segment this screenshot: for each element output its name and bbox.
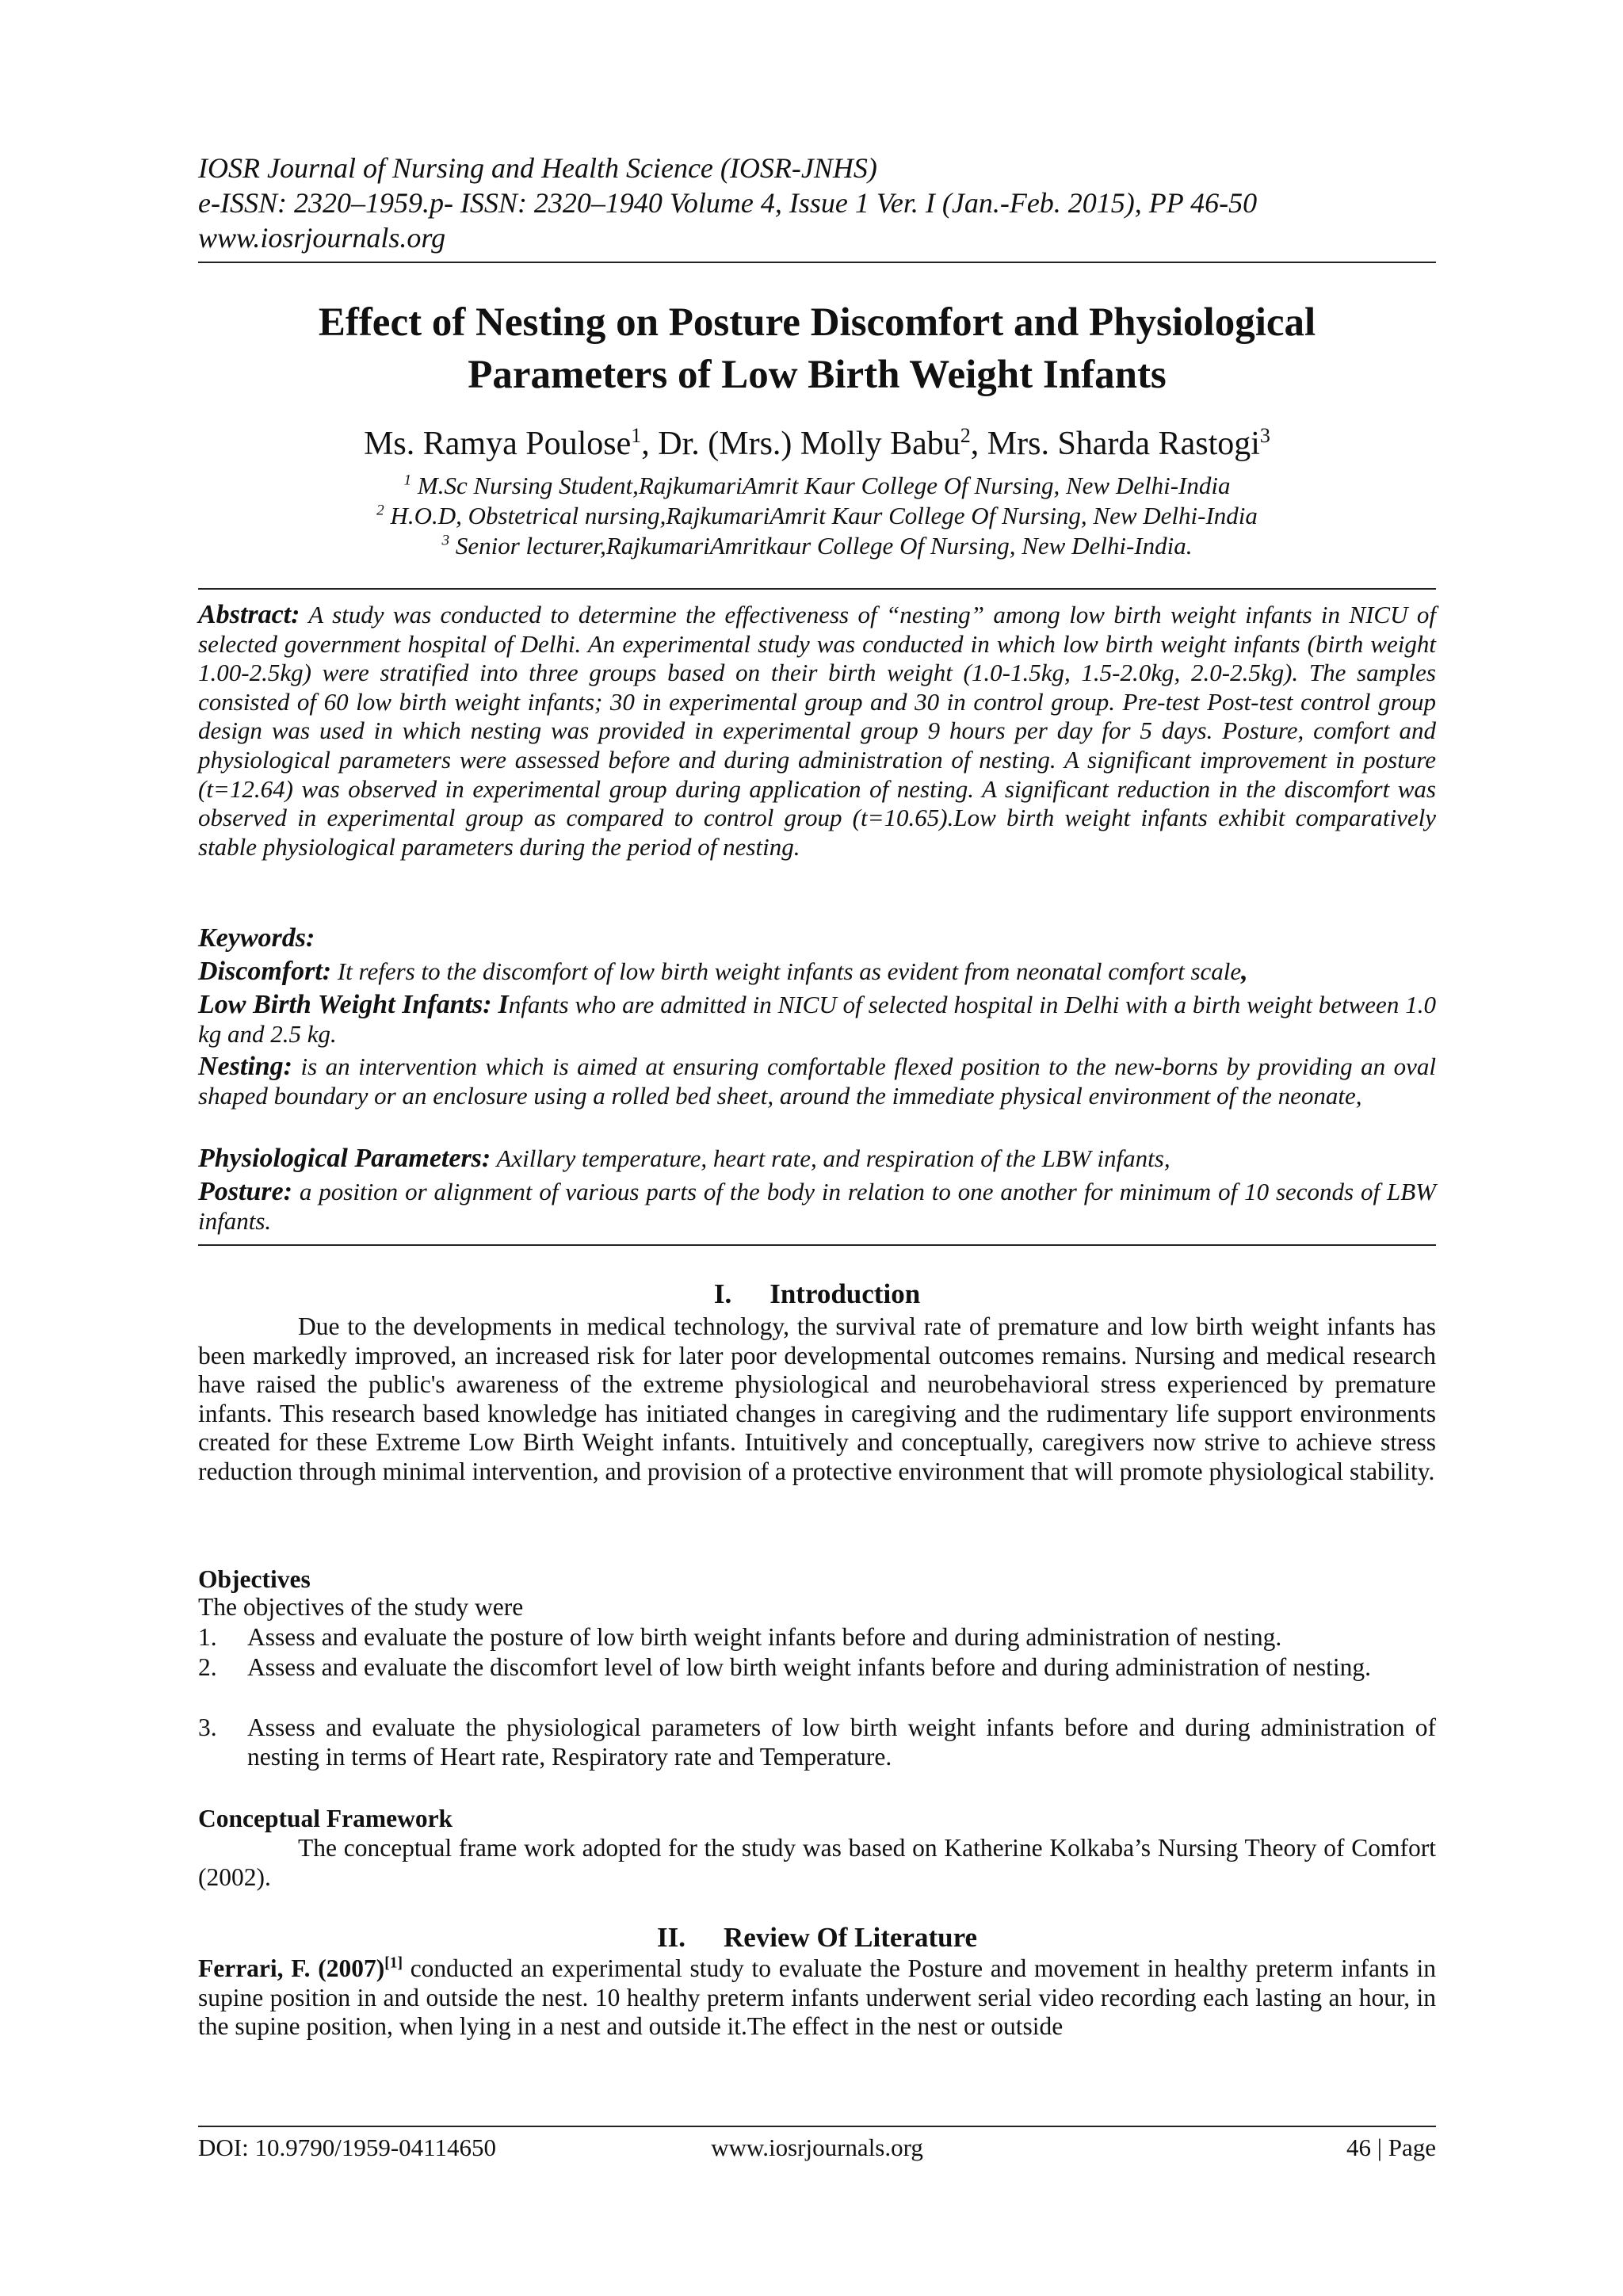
footer-page-number: 46 | Page	[1346, 2134, 1436, 2161]
title-line-1: Effect of Nesting on Posture Discomfort and Physiological	[318, 300, 1316, 345]
footer-rule	[198, 2126, 1436, 2127]
abstract-text: A study was conducted to determine the effectiveness of “nesting” among low birth weight infants in NICU of selected government hospital of Delhi. An experimental study was conducted in which low birth weight infants (birth weight 1.00-2.5kg) were stratified into three groups based on their birth weight (1.0-1.5kg, 1.5-2.0kg, 2.0-2.5kg). The samples consisted of 60 low birth weight infants; 30 in experimental group and 30 in control group. Pre-test Post-test control group design was used in which nesting was provided in experimental group 9 hours per day for 5 days. Posture, comfort and physiological parameters were assessed before and during administration of nesting. A significant improvement in posture (t=12.64) was observed in experimental group during application of nesting. A significant reduction in the discomfort was observed in experimental group as compared to control group (t=10.65).Low birth weight infants exhibit comparatively stable physiological parameters during the period of nesting.	[198, 601, 1436, 861]
abstract-top-rule	[198, 588, 1436, 590]
journal-website[interactable]: www.iosrjournals.org	[198, 222, 446, 254]
footer-doi[interactable]: DOI: 10.9790/1959-04114650	[198, 2134, 496, 2161]
abstract-label: Abstract:	[198, 600, 300, 629]
keyword-physiological-parameters	[198, 1144, 1436, 1174]
title-line-2: Parameters of Low Birth Weight Infants	[468, 353, 1167, 397]
abstract-bottom-rule	[198, 1244, 1436, 1246]
section-number: II.	[656, 1922, 685, 1953]
section-title: Introduction	[769, 1278, 921, 1309]
affiliation-3-text: Senior lecturer,RajkumariAmritkaur College Of Nursing, New Delhi-India.	[455, 532, 1193, 560]
citation-author: Ferrari, F. (2007)	[198, 1954, 385, 1982]
keyword-discomfort	[198, 957, 1436, 987]
objective-item-2	[198, 1653, 1436, 1683]
author-list	[198, 423, 1436, 464]
list-number: 1.	[198, 1623, 217, 1651]
keyword-definition: nfants who are admitted in NICU of selected hospital in Delhi with a birth weight between 1.0 kg and 2.5 kg.	[198, 991, 1436, 1048]
list-text: Assess and evaluate the physiological parameters of low birth weight infants before and during administration of nesting in terms of Heart rate, Respiratory rate and Temperature.	[247, 1713, 1436, 1771]
keyword-tail: ,	[1241, 957, 1248, 986]
author-2-sup: 2	[960, 424, 971, 447]
keyword-definition: It refers to the discomfort of low birth weight infants as evident from neonatal comfort scale	[337, 957, 1242, 985]
keyword-lead: I	[498, 990, 509, 1019]
keyword-term: Physiological Parameters:	[198, 1144, 491, 1173]
affiliation-1	[198, 471, 1436, 501]
keyword-posture	[198, 1178, 1436, 1236]
affiliation-1-text: M.Sc Nursing Student,RajkumariAmrit Kaur College Of Nursing, New Delhi-India	[417, 472, 1231, 499]
abstract	[198, 601, 1436, 861]
review-paragraph	[198, 1954, 1436, 2042]
affiliation-3	[198, 531, 1436, 561]
affiliation-2-sup: 2	[376, 502, 384, 519]
author-3: , Mrs. Sharda Rastogi	[970, 426, 1260, 462]
section-number: I.	[713, 1278, 732, 1309]
keyword-lbw-infants	[198, 991, 1436, 1049]
affiliation-2	[198, 501, 1436, 531]
citation-ref[interactable]: [1]	[384, 1954, 403, 1972]
keywords-label	[198, 924, 1436, 953]
keyword-term: Discomfort:	[198, 957, 332, 986]
review-text: conducted an experimental study to evaluate the Posture and movement in healthy preterm infants in supine position in and outside the nest. 10 healthy preterm infants underwent serial video recording each lasting an hour, in the supine position, when lying in a nest and outside it.The effect in the nest or outside	[198, 1954, 1436, 2041]
list-number: 2.	[198, 1653, 217, 1681]
objectives-intro: The objectives of the study were	[198, 1593, 524, 1621]
affiliation-3-sup: 3	[441, 532, 450, 549]
keyword-definition: is an intervention which is aimed at ensuring comfortable flexed position to the new-borns by providing an oval shaped boundary or an enclosure using a rolled bed sheet, around the immediate physical environment of the neonate,	[198, 1052, 1437, 1110]
section-heading-introduction	[198, 1278, 1436, 1311]
framework-heading: Conceptual Framework	[198, 1805, 453, 1832]
objective-item-3	[198, 1713, 1436, 1771]
running-header	[198, 151, 1436, 255]
framework-paragraph: The conceptual frame work adopted for the study was based on Katherine Kolkaba’s Nursing Theory of Comfort (2002).	[198, 1834, 1436, 1891]
author-1: Ms. Ramya Poulose	[364, 426, 632, 462]
affiliation-1-sup: 1	[403, 472, 412, 489]
keyword-term: Nesting:	[198, 1052, 292, 1081]
introduction-paragraph: Due to the developments in medical technology, the survival rate of premature and low birth weight infants has been markedly improved, an increased risk for later poor developmental outcomes remains. Nursing and medical research have raised the public's awareness of the extreme physiological and neurobehavioral stress experienced by premature infants. This research based knowledge has initiated changes in caregiving and the rudimentary life support environments created for these Extreme Low Birth Weight infants. Intuitively and conceptually, caregivers now strive to achieve stress reduction through minimal intervention, and provision of a protective environment that will promote physiological stability.	[198, 1312, 1436, 1485]
section-title: Review Of Literature	[723, 1922, 978, 1953]
header-rule	[198, 262, 1436, 263]
objective-item-1	[198, 1623, 1436, 1652]
affiliation-2-text: H.O.D, Obstetrical nursing,RajkumariAmrit Kaur College Of Nursing, New Delhi-India	[390, 502, 1258, 529]
keyword-term: Low Birth Weight Infants:	[198, 990, 492, 1019]
list-text: Assess and evaluate the discomfort level of low birth weight infants before and during administration of nesting.	[247, 1653, 1372, 1681]
author-3-sup: 3	[1259, 424, 1270, 447]
objectives-heading: Objectives	[198, 1565, 311, 1593]
affiliations	[198, 471, 1436, 561]
journal-name: IOSR Journal of Nursing and Health Science (IOSR-JNHS)	[198, 152, 877, 184]
section-heading-review	[198, 1921, 1436, 1954]
keyword-term: Posture:	[198, 1177, 292, 1206]
keyword-nesting	[198, 1052, 1436, 1110]
author-1-sup: 1	[631, 424, 642, 447]
keywords-heading: Keywords:	[198, 923, 315, 953]
paper-title	[198, 296, 1436, 401]
footer-website[interactable]: www.iosrjournals.org	[711, 2134, 923, 2161]
list-number: 3.	[198, 1713, 217, 1741]
list-text: Assess and evaluate the posture of low birth weight infants before and during administration of nesting.	[247, 1623, 1282, 1651]
issn-line: e-ISSN: 2320–1959.p- ISSN: 2320–1940 Volume 4, Issue 1 Ver. I (Jan.-Feb. 2015), PP 46-50	[198, 187, 1258, 219]
author-2: , Dr. (Mrs.) Molly Babu	[641, 426, 960, 462]
keyword-definition: Axillary temperature, heart rate, and respiration of the LBW infants,	[496, 1144, 1170, 1172]
keyword-definition: a position or alignment of various parts of the body in relation to one another for minimum of 10 seconds of LBW infants.	[198, 1178, 1436, 1235]
